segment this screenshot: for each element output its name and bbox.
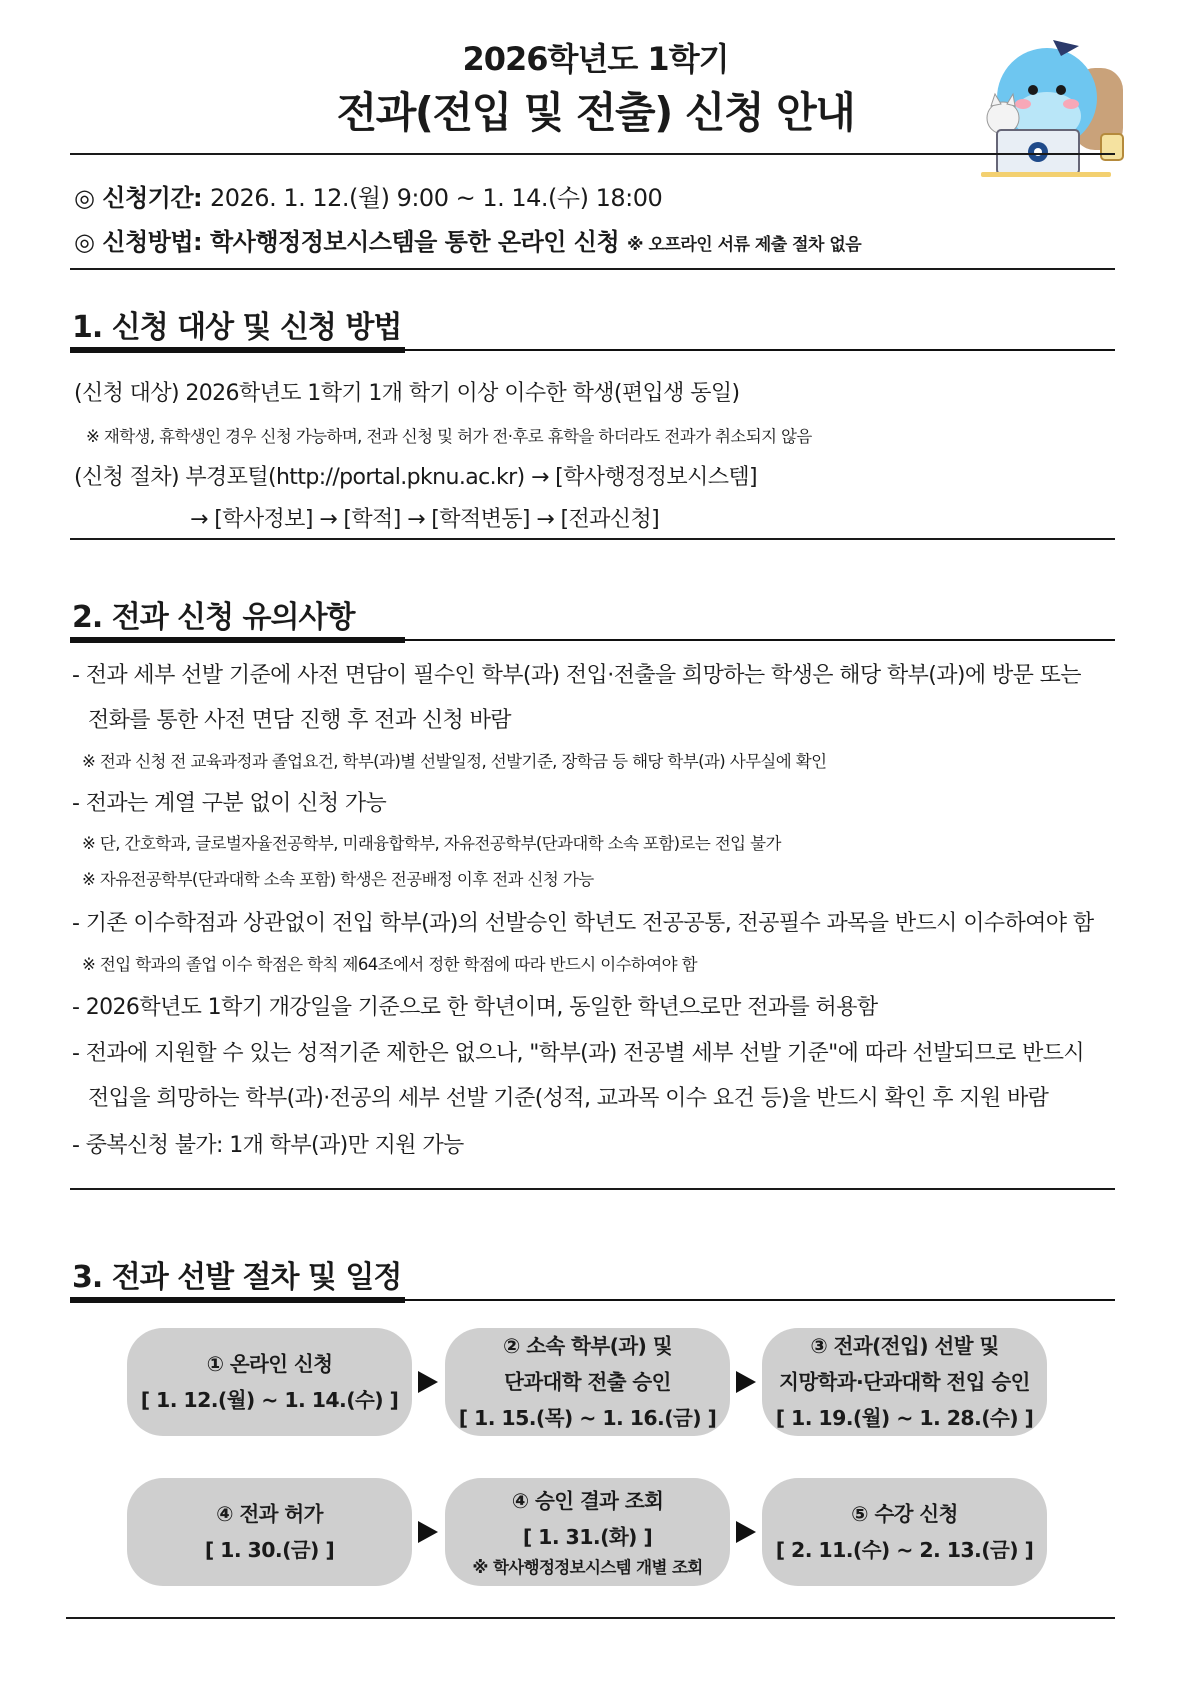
- step-transfer-in-selection: [762, 1328, 1047, 1436]
- section1-title: 1. 신청 대상 및 신청 방법: [72, 310, 402, 345]
- section1-procedure-line1: (신청 절차) 부경포털(http://portal.pknu.ac.kr) → [학사행정정보시스템]: [74, 465, 758, 490]
- section2-item: 전입을 희망하는 학부(과)·전공의 세부 선발 기준(성적, 교과목 이수 요건 등)을 반드시 확인 후 지원 바람: [88, 1086, 1049, 1111]
- step-label: ④ 전과 허가: [216, 1502, 323, 1526]
- step-label-cont: 지망학과·단과대학 전입 승인: [779, 1370, 1030, 1394]
- title-year: 2026학년도 1학기: [462, 40, 729, 78]
- section2-note: ※ 자유전공학부(단과대학 소속 포함) 학생은 전공배정 이후 전과 신청 가능: [82, 870, 594, 889]
- section1-divider: [70, 538, 1115, 540]
- step-date: [ 1. 30.(금) ]: [204, 1538, 335, 1562]
- section2-item: - 중복신청 불가: 1개 학부(과)만 지원 가능: [72, 1133, 464, 1158]
- method-note: ※ 오프라인 서류 제출 절차 없음: [627, 235, 862, 255]
- section2-title-bar: [70, 637, 405, 643]
- section1-procedure-line2: → [학사정보] → [학적] → [학적변동] → [전과신청]: [190, 507, 660, 532]
- step-date: [ 1. 15.(목) ~ 1. 16.(금) ]: [458, 1406, 717, 1430]
- application-method: [74, 222, 861, 257]
- section1-title-bar: [70, 347, 405, 353]
- step-label: ② 소속 학부(과) 및: [502, 1334, 673, 1358]
- method-label: ◎ 신청방법: 학사행정정보시스템을 통한 온라인 신청: [74, 228, 620, 256]
- arrow-right-icon: [736, 1521, 756, 1543]
- step-date: [ 1. 12.(월) ~ 1. 14.(수) ]: [140, 1388, 399, 1412]
- whale-mascot-with-laptop-icon: [975, 28, 1145, 178]
- section2-item: - 전과에 지원할 수 있는 성적기준 제한은 없으나, "학부(과) 전공별 세부 선발 기준"에 따라 선발되므로 반드시: [72, 1041, 1085, 1066]
- step-course-registration: [762, 1478, 1047, 1586]
- footer-divider: [66, 1617, 1115, 1619]
- section1-target: (신청 대상) 2026학년도 1학기 1개 학기 이상 이수한 학생(편입생 동일): [74, 381, 740, 406]
- step-date: [ 2. 11.(수) ~ 2. 13.(금) ]: [775, 1538, 1034, 1562]
- arrow-right-icon: [418, 1371, 438, 1393]
- step-label: ③ 전과(전입) 선발 및: [810, 1334, 999, 1358]
- page-title: 전과(전입 및 전출) 신청 안내: [336, 88, 855, 137]
- section2-item: - 전과 세부 선발 기준에 사전 면담이 필수인 학부(과) 전입·전출을 희망하는 학생은 해당 학부(과)에 방문 또는: [72, 663, 1081, 688]
- arrow-right-icon: [418, 1521, 438, 1543]
- step-transfer-permit: [127, 1478, 412, 1586]
- section1-title-line: [405, 349, 1115, 351]
- arrow-right-icon: [736, 1371, 756, 1393]
- step-transfer-out-approval: [445, 1328, 730, 1436]
- step-label: ⑤ 수강 신청: [851, 1502, 958, 1526]
- application-period: [74, 178, 662, 213]
- section3-title-bar: [70, 1297, 405, 1303]
- period-value: 2026. 1. 12.(월) 9:00 ~ 1. 14.(수) 18:00: [210, 184, 663, 212]
- section2-item: - 전과는 계열 구분 없이 신청 가능: [72, 791, 387, 816]
- info-divider: [70, 268, 1115, 270]
- step-online-application: [127, 1328, 412, 1436]
- section3-title-line: [405, 1299, 1115, 1301]
- section2-note: ※ 단, 간호학과, 글로벌자율전공학부, 미래융합학부, 자유전공학부(단과대학 소속 포함)로는 전입 불가: [82, 834, 781, 853]
- header-divider: [70, 153, 1115, 155]
- step-label-cont: 단과대학 전출 승인: [504, 1370, 671, 1394]
- section2-item: 전화를 통한 사전 면담 진행 후 전과 신청 바람: [88, 708, 511, 733]
- section2-title-line: [405, 639, 1115, 641]
- period-label: ◎ 신청기간:: [74, 184, 203, 212]
- section2-item: - 2026학년도 1학기 개강일을 기준으로 한 학년이며, 동일한 학년으로만 전과를 허용함: [72, 995, 878, 1020]
- step-label: ④ 승인 결과 조회: [511, 1489, 664, 1513]
- step-date: [ 1. 19.(월) ~ 1. 28.(수) ]: [775, 1406, 1034, 1430]
- step-date: [ 1. 31.(화) ]: [522, 1525, 653, 1549]
- section2-divider: [70, 1188, 1115, 1190]
- section2-note: ※ 전입 학과의 졸업 이수 학점은 학칙 제64조에서 정한 학점에 따라 반드시 이수하여야 함: [82, 955, 697, 974]
- step-note: ※ 학사행정정보시스템 개별 조회: [472, 1558, 703, 1577]
- section2-title: 2. 전과 신청 유의사항: [72, 600, 355, 635]
- section2-note: ※ 전과 신청 전 교육과정과 졸업요건, 학부(과)별 선발일정, 선발기준, 장학금 등 해당 학부(과) 사무실에 확인: [82, 752, 827, 771]
- section1-target-note: ※ 재학생, 휴학생인 경우 신청 가능하며, 전과 신청 및 허가 전·후로 휴학을 하더라도 전과가 취소되지 않음: [86, 427, 812, 446]
- step-label: ① 온라인 신청: [206, 1352, 333, 1376]
- section3-title: 3. 전과 선발 절차 및 일정: [72, 1260, 402, 1295]
- section2-item: - 기존 이수학점과 상관없이 전입 학부(과)의 선발승인 학년도 전공공통, 전공필수 과목을 반드시 이수하여야 함: [72, 911, 1094, 936]
- step-result-inquiry: [445, 1478, 730, 1586]
